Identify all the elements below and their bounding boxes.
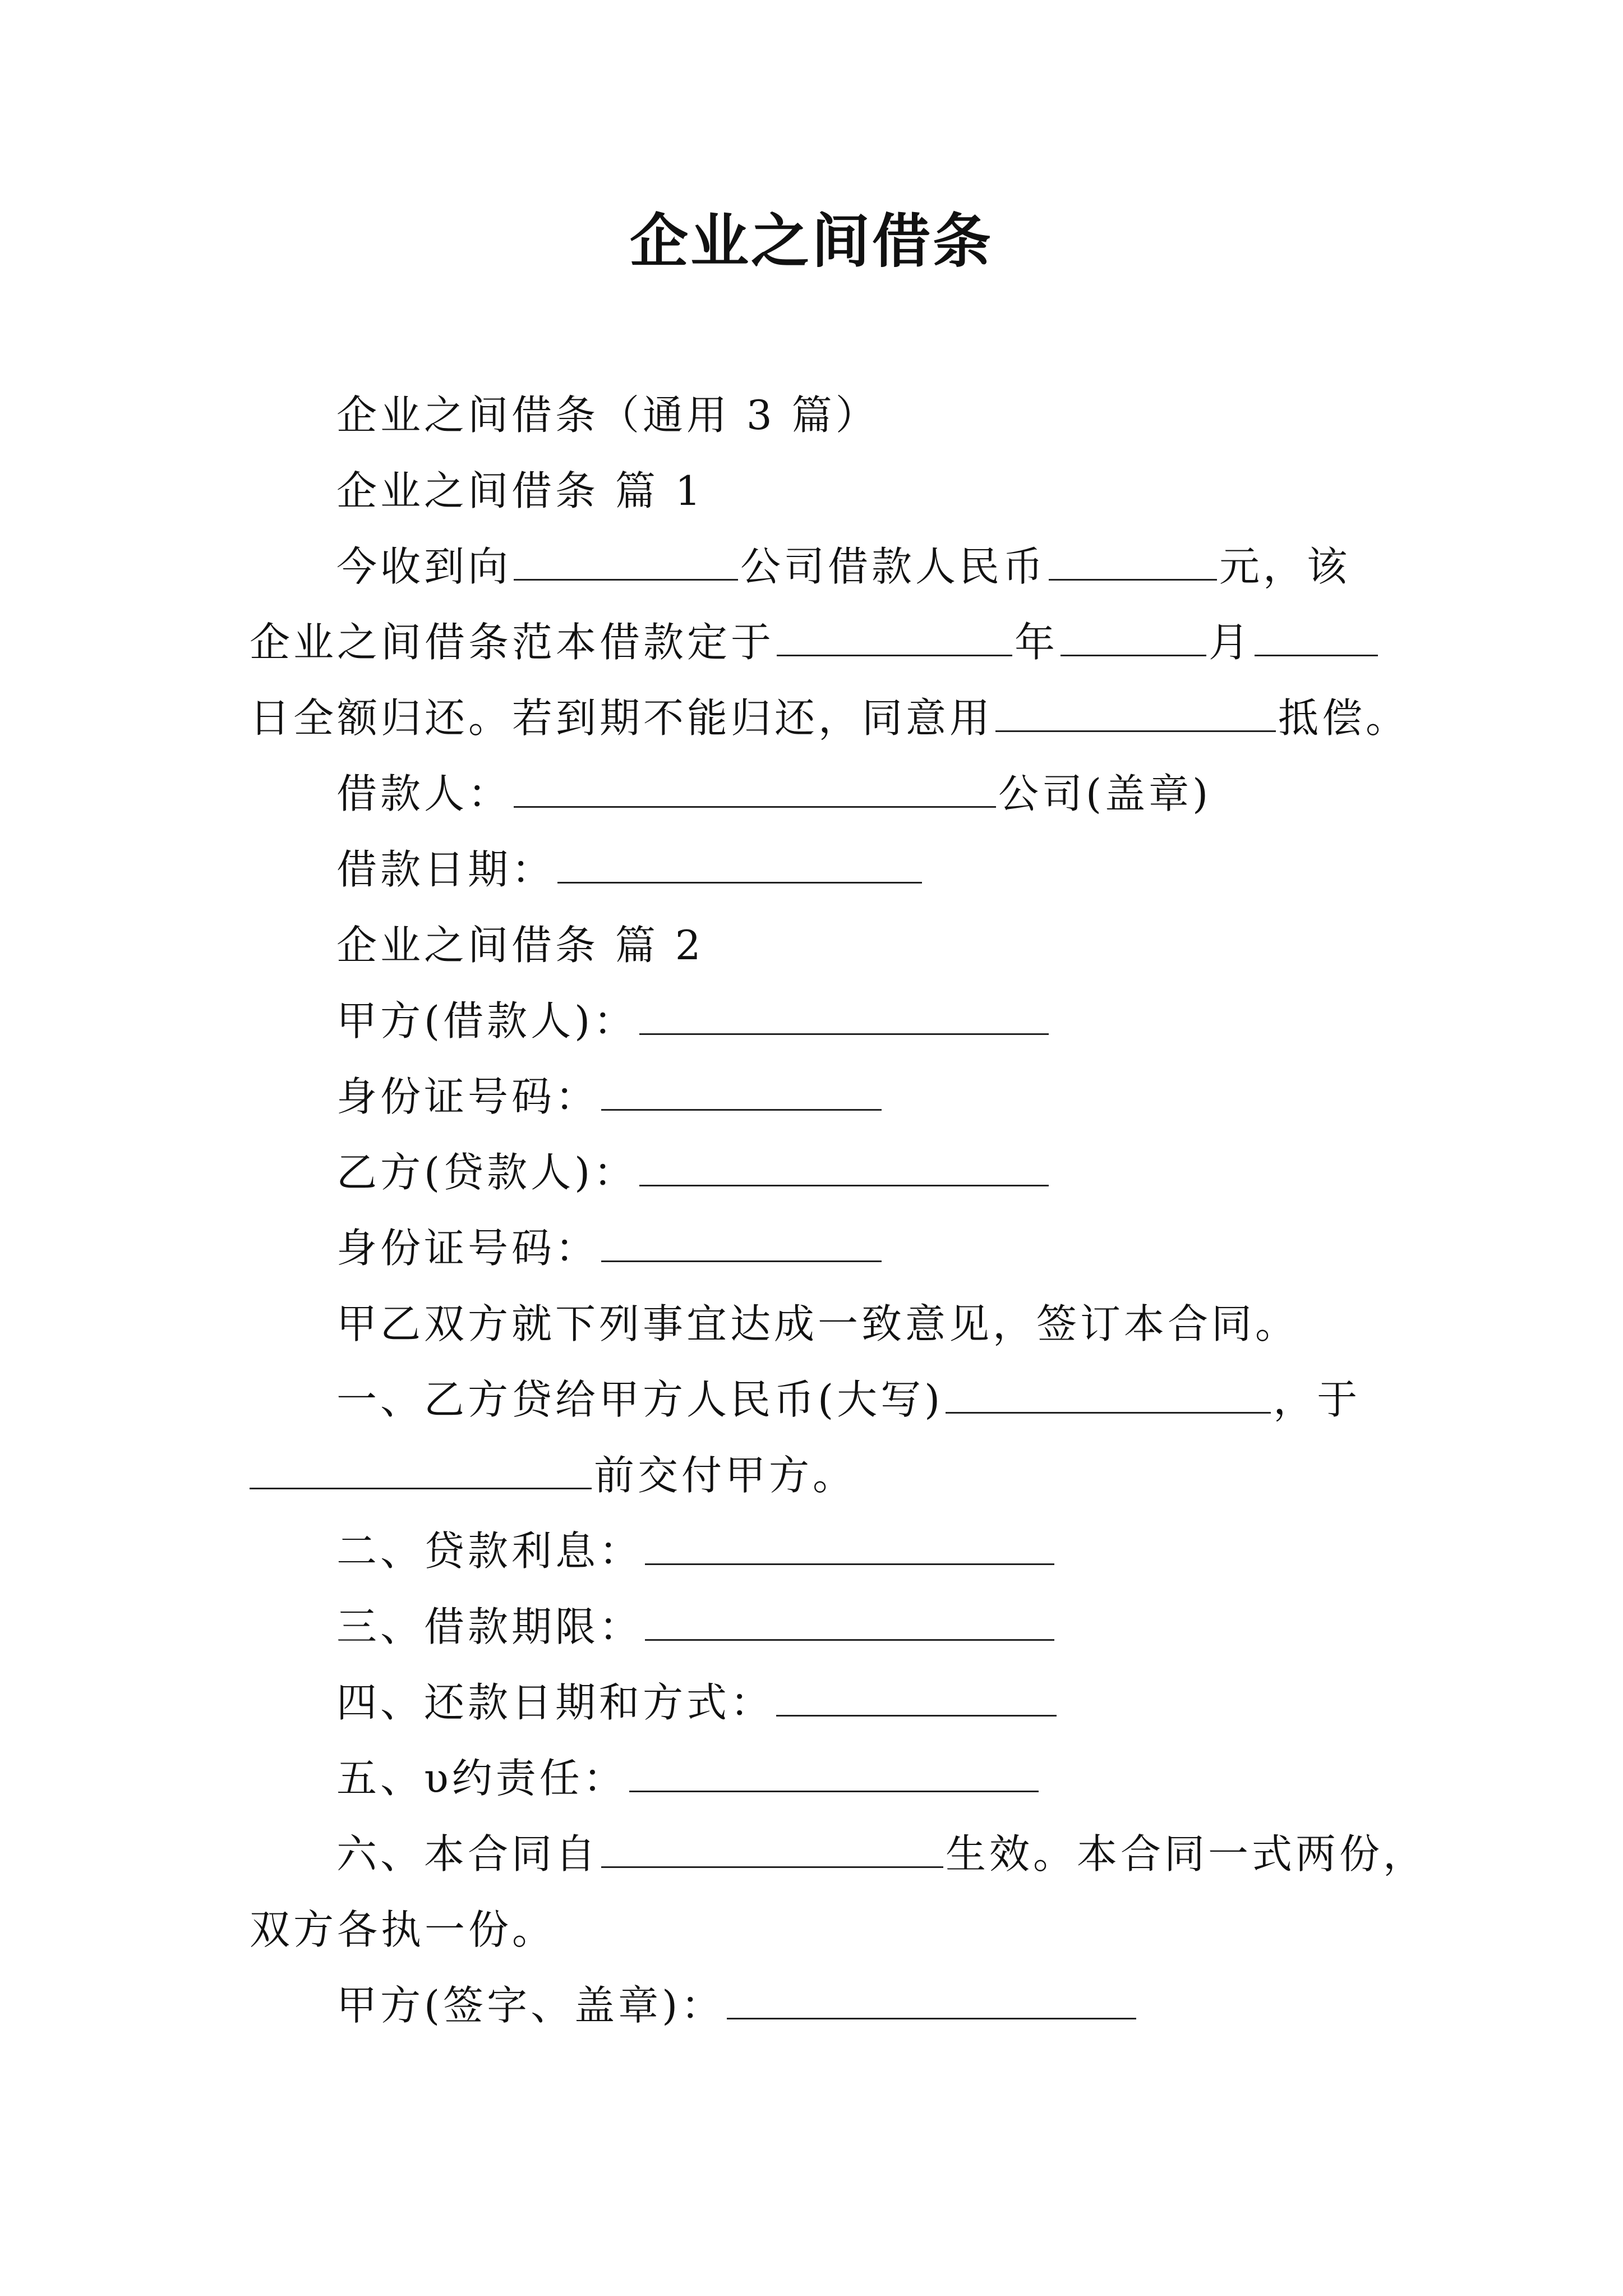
item4-line: [336, 1674, 1059, 1731]
part2-heading: 企业之间借条 篇 2: [336, 922, 704, 969]
id-line-1: [336, 1069, 884, 1125]
party-a-label: 甲方(借款人)：: [336, 997, 638, 1045]
p1-text-h: 抵偿。: [1278, 694, 1410, 742]
item5-label: 五、υ约责任：: [336, 1755, 627, 1802]
liability-blank: [629, 1751, 1039, 1792]
item2-label: 二、贷款利息：: [336, 1527, 643, 1575]
borrower-suffix: 公司(盖章): [998, 770, 1212, 817]
document-title: 企业之间借条: [629, 206, 993, 275]
subtitle: 企业之间借条（通用 3 篇）: [336, 392, 879, 439]
party-b-line: [336, 1144, 1051, 1200]
item2-line: [336, 1523, 1057, 1579]
day-blank: [1255, 615, 1378, 656]
amount-capital-blank: [946, 1373, 1271, 1414]
effective-date-blank: [601, 1827, 943, 1868]
item6-line2: 双方各执一份。: [250, 1906, 556, 1953]
part1-paragraph-line1: [336, 539, 1350, 595]
item3-line: [336, 1599, 1057, 1655]
item4-label: 四、还款日期和方式：: [336, 1679, 774, 1726]
compensation-blank: [995, 691, 1276, 732]
id-blank-2: [601, 1221, 882, 1262]
id-blank-1: [601, 1070, 882, 1111]
lender-company-blank: [514, 540, 738, 581]
id-label-2: 身份证号码：: [336, 1225, 600, 1272]
p1-text-a: 今收到向: [336, 543, 512, 590]
item6-line1: [336, 1826, 1427, 1882]
interest-blank: [645, 1524, 1054, 1565]
term-blank: [645, 1600, 1054, 1641]
party-a-sign-label: 甲方(签字、盖章)：: [336, 1982, 725, 2029]
p1-text-g: 日全额归还。若到期不能归还，同意用: [250, 694, 994, 742]
item1-text-a: 一、乙方贷给甲方人民币(大写): [336, 1376, 944, 1423]
item1-text-c: 前交付甲方。: [594, 1452, 857, 1499]
part1-paragraph-line3: [250, 690, 1409, 746]
item6-text-a: 六、本合同自: [336, 1830, 600, 1878]
party-b-blank: [639, 1145, 1049, 1186]
borrower-line: [336, 766, 1211, 822]
item6-text-b: 生效。本合同一式两份，: [946, 1830, 1427, 1878]
agreement-text: 甲乙双方就下列事宜达成一致意见，签订本合同。: [336, 1300, 1299, 1347]
p1-text-f: 月: [1209, 619, 1253, 666]
p1-text-c: 元，该: [1219, 543, 1351, 590]
p1-text-d: 企业之间借条范本借款定于: [250, 619, 775, 666]
item3-label: 三、借款期限：: [336, 1603, 643, 1650]
month-blank: [1061, 615, 1206, 656]
item1-line2: [250, 1447, 856, 1503]
party-b-label: 乙方(贷款人)：: [336, 1149, 638, 1196]
borrower-label: 借款人：: [336, 770, 512, 817]
delivery-date-blank: [250, 1448, 592, 1489]
party-a-blank: [639, 994, 1049, 1035]
part1-heading: 企业之间借条 篇 1: [336, 467, 704, 514]
borrow-date-line: [336, 841, 924, 898]
p1-text-b: 公司借款人民币: [740, 543, 1047, 590]
id-line-2: [336, 1220, 884, 1276]
item1-line1: [336, 1372, 1361, 1428]
part1-paragraph-line2: [250, 614, 1380, 670]
item5-line: [336, 1750, 1041, 1806]
party-a-sign-blank: [727, 1978, 1136, 2019]
borrow-date-blank: [557, 843, 922, 884]
borrower-blank: [514, 767, 996, 808]
party-a-sign-line: [336, 1977, 1138, 2033]
year-blank: [777, 615, 1012, 656]
item1-text-b: ，于: [1273, 1376, 1361, 1423]
amount-blank: [1049, 540, 1217, 581]
borrow-date-label: 借款日期：: [336, 846, 556, 893]
p1-text-e: 年: [1015, 619, 1059, 666]
id-label-1: 身份证号码：: [336, 1073, 600, 1120]
party-a-line: [336, 993, 1051, 1049]
repayment-blank: [776, 1676, 1057, 1717]
